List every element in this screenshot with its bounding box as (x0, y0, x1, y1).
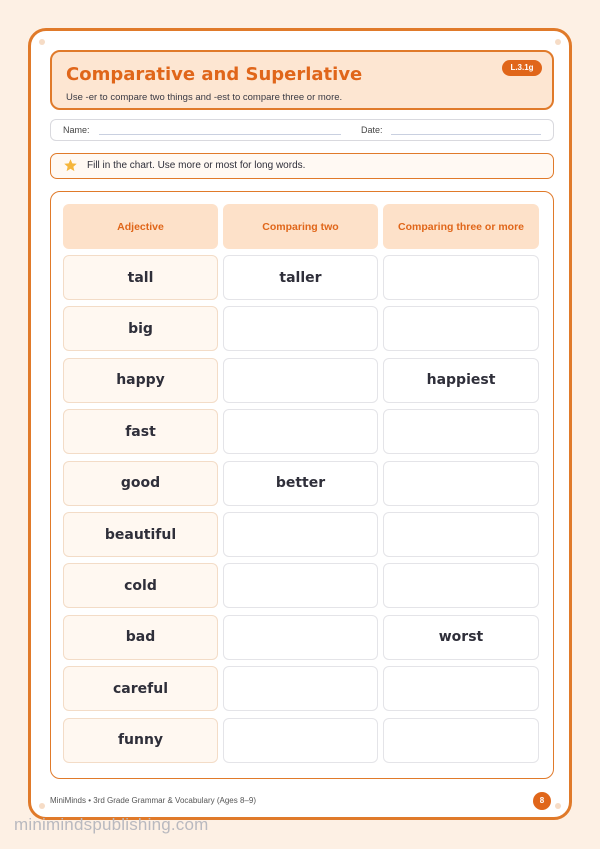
name-date-bar (50, 119, 554, 141)
footer-text: MiniMinds • 3rd Grade Grammar & Vocabulary (Ages 8–9) (50, 796, 256, 805)
superlative-cell[interactable] (383, 512, 539, 557)
corner-dot (39, 803, 45, 809)
superlative-cell[interactable]: happiest (383, 358, 539, 403)
comparison-chart (50, 191, 554, 779)
page-subtitle: Use -er to compare two things and -est to compare three or more. (66, 92, 343, 103)
comparative-cell[interactable] (223, 358, 378, 403)
adjective-cell: bad (63, 615, 218, 660)
adjective-cell: big (63, 306, 218, 351)
superlative-cell[interactable] (383, 306, 539, 351)
date-field[interactable] (391, 134, 541, 135)
adjective-cell: beautiful (63, 512, 218, 557)
adjective-cell: cold (63, 563, 218, 608)
corner-dot (555, 39, 561, 45)
comparative-cell[interactable] (223, 512, 378, 557)
comparative-cell[interactable]: taller (223, 255, 378, 300)
superlative-cell[interactable] (383, 563, 539, 608)
worksheet-page (28, 28, 572, 820)
page-number: 8 (533, 792, 551, 810)
superlative-cell[interactable] (383, 409, 539, 454)
corner-dot (39, 39, 45, 45)
comparative-cell[interactable] (223, 563, 378, 608)
adjective-cell: happy (63, 358, 218, 403)
column-header-comparing-two: Comparing two (223, 204, 378, 249)
instruction-box (50, 153, 554, 179)
column-header-adjective: Adjective (63, 204, 218, 249)
adjective-cell: good (63, 461, 218, 506)
watermark: minimindspublishing.com (14, 815, 209, 834)
standard-badge: L.3.1g (502, 60, 542, 76)
superlative-cell[interactable] (383, 718, 539, 763)
comparative-cell[interactable] (223, 306, 378, 351)
name-field[interactable] (99, 134, 341, 135)
star-icon (63, 158, 78, 173)
comparative-cell[interactable] (223, 615, 378, 660)
column-header-comparing-three: Comparing three or more (383, 204, 539, 249)
comparative-cell[interactable]: better (223, 461, 378, 506)
adjective-cell: funny (63, 718, 218, 763)
name-label: Name: (63, 125, 90, 135)
superlative-cell[interactable] (383, 666, 539, 711)
superlative-cell[interactable] (383, 461, 539, 506)
comparative-cell[interactable] (223, 718, 378, 763)
date-label: Date: (361, 125, 383, 135)
comparative-cell[interactable] (223, 666, 378, 711)
adjective-cell: careful (63, 666, 218, 711)
instruction-text: Fill in the chart. Use more or most for long words. (87, 160, 306, 171)
adjective-cell: fast (63, 409, 218, 454)
page-title: Comparative and Superlative (66, 64, 363, 85)
adjective-cell: tall (63, 255, 218, 300)
superlative-cell[interactable] (383, 255, 539, 300)
superlative-cell[interactable]: worst (383, 615, 539, 660)
worksheet-header (50, 50, 554, 110)
comparative-cell[interactable] (223, 409, 378, 454)
corner-dot (555, 803, 561, 809)
